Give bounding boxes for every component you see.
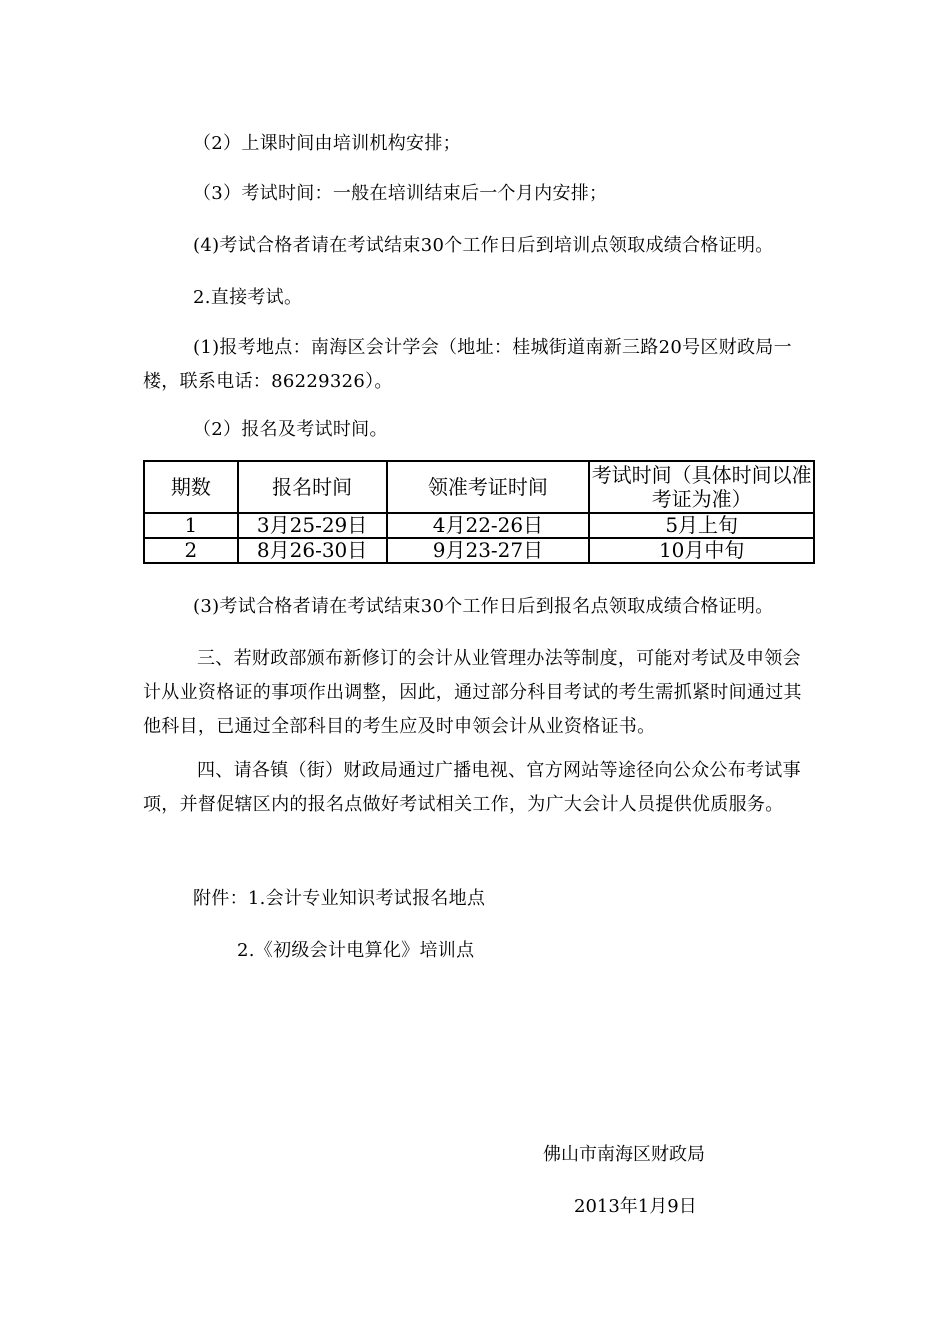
table-header-cell: 考试时间（具体时间以准考证为准） [589,461,814,513]
table-cell: 1 [144,513,238,538]
paragraph-certificate-registration: (3)考试合格者请在考试结束30个工作日后到报名点领取成绩合格证明。 [193,596,774,617]
paragraph-exam-location: (1)报考地点：南海区会计学会（地址：桂城街道南新三路20号区财政局一楼，联系电话：86229326）。 [143,337,792,392]
signature-organization: 佛山市南海区财政局 [543,1144,705,1165]
attachment-line-2: 2.《初级会计电算化》培训点 [237,940,475,961]
paragraph-certificate-training: (4)考试合格者请在考试结束30个工作日后到培训点领取成绩合格证明。 [193,235,774,256]
exam-schedule-table [143,460,815,564]
attachment-line-1: 附件：1.会计专业知识考试报名地点 [193,888,486,909]
paragraph-section-three: 三、若财政部颁布新修订的会计从业管理办法等制度，可能对考试及申领会计从业资格证的事项作出调整，因此，通过部分科目考试的考生需抓紧时间通过其他科目，已通过全部科目的考生应及时申领会计从业资格证书。 [143,648,802,737]
table-header-cell: 报名时间 [238,461,387,513]
table-cell: 9月23-27日 [387,538,590,563]
table-row [144,513,814,538]
table-cell: 4月22-26日 [387,513,590,538]
table-cell: 10月中旬 [589,538,814,563]
table-header-row [144,461,814,513]
paragraph-direct-exam: 2.直接考试。 [193,287,303,308]
table-cell: 3月25-29日 [238,513,387,538]
table-row [144,538,814,563]
table-cell: 8月26-30日 [238,538,387,563]
paragraph-schedule-heading: （2）报名及考试时间。 [193,419,388,440]
paragraph-section-four: 四、请各镇（街）财政局通过广播电视、官方网站等途径向公众公布考试事项，并督促辖区内的报名点做好考试相关工作，为广大会计人员提供优质服务。 [143,760,801,815]
paragraph-class-time: （2）上课时间由培训机构安排； [193,133,461,154]
paragraph-exam-time: （3）考试时间：一般在培训结束后一个月内安排； [193,183,608,204]
table-cell: 2 [144,538,238,563]
table-header-cell: 期数 [144,461,238,513]
table-header-cell: 领准考证时间 [387,461,590,513]
table-cell: 5月上旬 [589,513,814,538]
signature-date: 2013年1月9日 [574,1196,697,1217]
